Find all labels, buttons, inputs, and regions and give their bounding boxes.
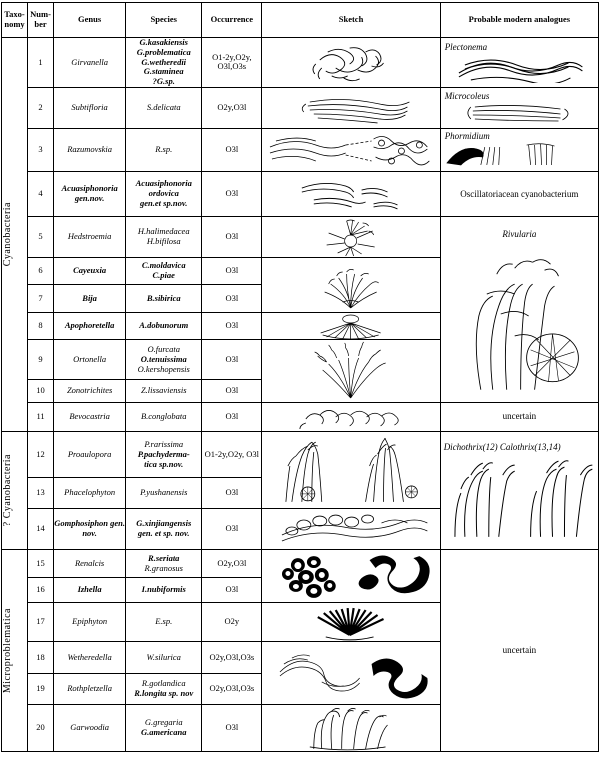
- row-genus: [54, 171, 126, 216]
- genus-name: Renalcis: [74, 557, 105, 568]
- row-number: 14: [28, 508, 54, 549]
- species-name: S.delicata: [146, 101, 181, 112]
- species-name: ?G.sp.: [152, 76, 175, 87]
- row-genus: [54, 257, 126, 285]
- species-name: P.yushanensis: [140, 487, 188, 498]
- genus-name: Cayeuxia: [73, 265, 107, 276]
- species-name: E.sp.: [155, 615, 173, 626]
- row-number: 8: [28, 312, 54, 339]
- row-species: [126, 171, 202, 216]
- header-species-label: Species: [150, 14, 177, 25]
- row-genus: [54, 380, 126, 402]
- row-species: [126, 216, 202, 257]
- species-name: H.halimedacea: [137, 226, 190, 237]
- genus-name: Bija: [82, 292, 97, 303]
- row-genus: [54, 285, 126, 313]
- row-analogue-uncertain: [440, 549, 598, 751]
- row-sketch-shared: [262, 549, 440, 602]
- row-genus: [54, 674, 126, 704]
- row-number: 7: [28, 285, 54, 313]
- row-occurrence: O3l: [202, 171, 262, 216]
- genus-name: Girvanella: [71, 56, 109, 67]
- table-row: [2, 128, 599, 171]
- table-row: [2, 431, 599, 478]
- genus-name: Subtifloria: [71, 101, 108, 112]
- header-occurrence-label: Occurrence: [210, 14, 253, 25]
- species-name: R.longita sp. nov: [134, 688, 194, 699]
- genus-name: Epiphyton: [72, 615, 108, 626]
- sketch-gomphosiphon: [262, 509, 439, 549]
- analogue-sketch-dichothrix-calothrix: [441, 453, 598, 539]
- sketch-garwoodia: [262, 705, 439, 751]
- species-name: G.problematica: [136, 46, 191, 57]
- row-occurrence: O3l: [202, 257, 262, 285]
- row-sketch: [262, 704, 440, 751]
- row-species: [126, 674, 202, 704]
- row-species: [126, 431, 202, 478]
- species-name: P.rarissima: [144, 438, 184, 449]
- row-genus: [54, 128, 126, 171]
- genus-name: Gomphosiphon gen. nov.: [54, 518, 126, 538]
- row-sketch: [262, 171, 440, 216]
- sketch-acuasiphonoria: [262, 172, 439, 216]
- row-species: [126, 549, 202, 578]
- group-label-cyanobacteria: Cyanobacteria: [2, 202, 13, 267]
- species-name: O.tenuissima: [140, 353, 187, 364]
- row-genus: [54, 578, 126, 602]
- species-name: B.sibirica: [146, 292, 181, 303]
- sketch-apophoretella: [262, 313, 439, 339]
- species-name: Z.lissaviensis: [140, 385, 187, 396]
- row-species: [126, 312, 202, 339]
- row-species: [126, 285, 202, 313]
- species-name: O.kershopensis: [137, 363, 190, 374]
- row-genus: [54, 704, 126, 751]
- analogue-sketch-phormidium: [441, 141, 598, 169]
- analogue-name: uncertain: [502, 644, 537, 655]
- species-name: A.dobunorum: [139, 319, 189, 330]
- species-name: G.kasakiensis: [139, 37, 188, 47]
- row-number: 20: [28, 704, 54, 751]
- group-label-q-cyanobacteria: ? Cyanobacteria: [2, 454, 13, 527]
- species-name: H.bifilosa: [146, 235, 181, 246]
- row-genus: [54, 478, 126, 508]
- sketch-wetheredella-rothpletzella: [262, 642, 439, 704]
- row-analogue: [440, 402, 598, 431]
- row-sketch: [262, 128, 440, 171]
- row-analogue: [440, 128, 598, 171]
- species-name: W.silurica: [146, 651, 181, 662]
- row-occurrence: O3l: [202, 285, 262, 313]
- header-species: [126, 3, 202, 38]
- species-name: G.americana: [140, 726, 187, 737]
- row-number: 15: [28, 549, 54, 578]
- row-analogue: [440, 38, 598, 88]
- row-occurrence: O3l: [202, 402, 262, 431]
- sketch-renalcis-izhella: [262, 550, 439, 602]
- row-number: 10: [28, 380, 54, 402]
- row-analogue-rivularia: [440, 216, 598, 402]
- row-genus: [54, 402, 126, 431]
- row-species: [126, 87, 202, 128]
- row-number: 1: [28, 38, 54, 88]
- row-sketch-shared: [262, 641, 440, 704]
- genus-name: Garwoodia: [70, 721, 109, 732]
- genus-name: Izhella: [77, 584, 102, 595]
- table-row: [2, 216, 599, 257]
- genus-name: Wetheredella: [67, 651, 112, 662]
- header-number-label: Num-ber: [30, 9, 51, 29]
- species-name: P.pachyderma-: [137, 448, 190, 459]
- row-occurrence: O3l: [202, 508, 262, 549]
- row-species: [126, 128, 202, 171]
- sketch-hedstroemia: [262, 217, 439, 257]
- taxonomy-table-page: [0, 2, 600, 768]
- header-sketch: [262, 3, 440, 38]
- species-name: G.gregaria: [144, 717, 183, 728]
- row-occurrence: O2y,O3l,O3s: [202, 641, 262, 674]
- row-occurrence: O3l: [202, 216, 262, 257]
- row-occurrence: O2y: [202, 602, 262, 641]
- row-genus: [54, 641, 126, 674]
- sketch-girvanella: [262, 38, 439, 86]
- row-occurrence: O3l: [202, 704, 262, 751]
- genus-name: Acuasiphonoria gen.nov.: [61, 183, 118, 203]
- header-analogues: [440, 3, 598, 38]
- row-species: [126, 641, 202, 674]
- row-number: 5: [28, 216, 54, 257]
- table-row: [2, 402, 599, 431]
- row-genus: [54, 339, 126, 380]
- header-genus-label: Genus: [78, 14, 102, 25]
- analogue-name: Oscillatoriacean cyanobacterium: [460, 188, 579, 199]
- analogue-sketch-plectonema: [441, 53, 598, 83]
- genus-name: Proaulopora: [67, 448, 112, 459]
- row-occurrence: O3l: [202, 380, 262, 402]
- row-occurrence: O1-2y,O2y, O3l,O3s: [202, 38, 262, 88]
- row-occurrence: O2y,O3l,O3s: [202, 674, 262, 704]
- species-name: tica sp.nov.: [144, 458, 184, 469]
- row-number: 13: [28, 478, 54, 508]
- row-sketch: [262, 87, 440, 128]
- genus-name: Ortonella: [73, 353, 107, 364]
- row-number: 18: [28, 641, 54, 674]
- row-species: [126, 508, 202, 549]
- row-species: [126, 38, 202, 88]
- species-name: G.wetheredii: [141, 56, 187, 67]
- row-occurrence: O3l: [202, 312, 262, 339]
- row-species: [126, 478, 202, 508]
- header-occurrence: [202, 3, 262, 38]
- sketch-proaulopora-phacelophyton: [262, 432, 439, 508]
- row-sketch: [262, 602, 440, 641]
- table-header-row: [2, 3, 599, 38]
- row-analogue-dichothrix: [440, 431, 598, 549]
- species-name: O.furcata: [147, 344, 180, 354]
- analogue-name: Phormidium: [444, 130, 490, 141]
- row-species: [126, 339, 202, 380]
- row-number: 11: [28, 402, 54, 431]
- row-occurrence: O3l: [202, 128, 262, 171]
- row-analogue: [440, 87, 598, 128]
- row-sketch: [262, 38, 440, 88]
- row-genus: [54, 312, 126, 339]
- sketch-subtifloria: [262, 88, 439, 128]
- row-number: 2: [28, 87, 54, 128]
- analogue-name: Microcoleus: [444, 90, 490, 101]
- genus-name: Phacelophyton: [64, 487, 116, 498]
- analogue-name: Plectonema: [444, 42, 488, 53]
- row-species: [126, 704, 202, 751]
- row-species: [126, 402, 202, 431]
- species-name: gen.et sp.nov.: [140, 197, 188, 208]
- genus-name: Rothpletzella: [67, 683, 113, 694]
- row-occurrence: O2y,O3l: [202, 549, 262, 578]
- header-genus: [54, 3, 126, 38]
- group-cell-cyanobacteria: [2, 38, 28, 432]
- row-sketch: [262, 312, 440, 339]
- row-analogue: [440, 171, 598, 216]
- row-number: 12: [28, 431, 54, 478]
- species-name: G.xinjiangensis: [136, 518, 192, 529]
- table-row: [2, 549, 599, 578]
- row-occurrence: O3l: [202, 578, 262, 602]
- species-name: R.gotlandica: [141, 678, 186, 689]
- species-name: gen. et sp. nov.: [137, 527, 190, 538]
- row-genus: [54, 508, 126, 549]
- row-sketch-shared: [262, 431, 440, 508]
- table-row: [2, 38, 599, 88]
- species-name: R.seriata: [148, 552, 180, 563]
- row-number: 6: [28, 257, 54, 285]
- row-species: [126, 602, 202, 641]
- species-name: R.sp.: [155, 143, 173, 154]
- row-species: [126, 257, 202, 285]
- row-genus: [54, 87, 126, 128]
- genus-name: Zonotrichites: [66, 385, 113, 396]
- row-occurrence: O3l: [202, 339, 262, 380]
- group-label-microproblematica: Microproblematica: [2, 607, 13, 693]
- row-sketch-shared: [262, 257, 440, 312]
- genus-name: Apophoretella: [64, 319, 115, 330]
- species-name: B.conglobata: [140, 410, 187, 421]
- table-row: [2, 171, 599, 216]
- analogue-name: Rivularia: [502, 229, 537, 240]
- genus-name: Razumovskia: [67, 143, 113, 154]
- species-name: Acuasiphonoria ordovica: [135, 178, 192, 198]
- row-number: 16: [28, 578, 54, 602]
- genus-name: Bevocastria: [69, 410, 110, 421]
- species-name: C.moldavica: [141, 260, 186, 271]
- row-sketch: [262, 402, 440, 431]
- header-number: [28, 3, 54, 38]
- analogue-name: uncertain: [502, 411, 537, 422]
- sketch-razumovskia: [262, 129, 439, 171]
- analogue-sketch-microcoleus: [441, 101, 598, 125]
- row-occurrence: O3l: [202, 478, 262, 508]
- sketch-epiphyton: [262, 603, 439, 641]
- row-occurrence: O1-2y,O2y, O3l: [202, 431, 262, 478]
- group-cell-q-cyanobacteria: [2, 431, 28, 549]
- genus-name: Hedstroemia: [67, 230, 112, 241]
- sketch-ortonella-zonotrichites: [262, 340, 439, 402]
- row-number: 3: [28, 128, 54, 171]
- row-number: 17: [28, 602, 54, 641]
- header-taxonomy-label: Taxo-nomy: [4, 9, 25, 29]
- group-cell-microproblematica: [2, 549, 28, 751]
- row-sketch-shared: [262, 339, 440, 402]
- row-occurrence: O2y,O3l: [202, 87, 262, 128]
- row-genus: [54, 549, 126, 578]
- row-sketch: [262, 508, 440, 549]
- row-species: [126, 380, 202, 402]
- species-name: R.granosus: [144, 562, 183, 573]
- analogue-sketch-rivularia: [441, 240, 598, 390]
- row-number: 9: [28, 339, 54, 380]
- row-genus: [54, 38, 126, 88]
- row-number: 19: [28, 674, 54, 704]
- analogue-name: Dichothrix(12) Calothrix(13,14): [443, 442, 561, 453]
- header-sketch-label: Sketch: [338, 14, 364, 25]
- row-number: 4: [28, 171, 54, 216]
- header-taxonomy: [2, 3, 28, 38]
- row-genus: [54, 431, 126, 478]
- row-species: [126, 578, 202, 602]
- sketch-cayeuxia-bija: [262, 258, 439, 312]
- row-genus: [54, 216, 126, 257]
- sketch-bevocastria: [262, 403, 439, 431]
- species-name: C.piae: [152, 270, 175, 281]
- header-analogues-label: Probable modern analogues: [468, 14, 571, 25]
- taxonomy-table: [1, 2, 599, 752]
- row-genus: [54, 602, 126, 641]
- row-sketch: [262, 216, 440, 257]
- table-row: [2, 87, 599, 128]
- species-name: G.staminea: [143, 66, 184, 77]
- species-name: I.nubiformis: [141, 584, 186, 595]
